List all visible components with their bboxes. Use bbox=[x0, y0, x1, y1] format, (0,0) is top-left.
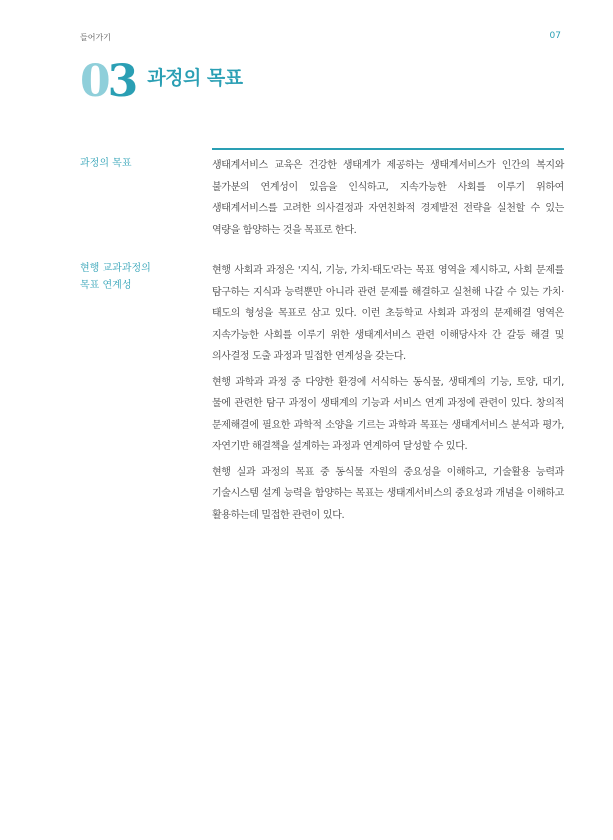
section-label bbox=[80, 155, 190, 172]
chapter-number-first-digit: 0 bbox=[80, 56, 108, 107]
page-number: 07 bbox=[549, 31, 561, 41]
body-paragraph: 현행 과학과 과정 중 다양한 환경에 서식하는 동식물, 생태계의 기능, 토양, 대기, 물에 관련한 탐구 과정이 생태계의 기능과 서비스 연계 과정에 관련이 있다. 창의적 문제해결에 필요한 과학적 소양을 기르는 과학과 목표는 생태계서비스 분석과 평가, 자연기반 해결책을 설계하는 과정과 연계하여 달성할 수 있다. bbox=[212, 376, 564, 452]
section-label-line: 목표 연계성 bbox=[80, 280, 132, 291]
section-label-line: 과정의 목표 bbox=[80, 158, 132, 169]
body-paragraph: 현행 사회과 과정은 '지식, 기능, 가치·태도'라는 목표 영역을 제시하고, 사회 문제를 탐구하는 지식과 능력뿐만 아니라 관련 문제를 해결하고 실천해 나갈 수 있는 가치·태도의 형성을 목표로 삼고 있다. 이런 초등학교 사회과 과정의 문제해결 영역은 지속가능한 사회를 이루기 위한 생태계서비스 관련 이해당사자 간 갈등 해결 및 의사결정 도출 과정과 밀접한 연계성을 갖는다. bbox=[212, 265, 564, 362]
page-header-section-label: 들어가기 bbox=[80, 33, 111, 42]
chapter-title: 과정의 목표 bbox=[147, 67, 243, 89]
section-body bbox=[212, 260, 564, 530]
section-label-line: 현행 교과과정의 bbox=[80, 263, 151, 274]
section-label bbox=[80, 260, 190, 294]
chapter-heading bbox=[80, 56, 243, 107]
section-body bbox=[212, 155, 564, 245]
body-paragraph: 현행 실과 과정의 목표 중 동식물 자원의 중요성을 이해하고, 기술활용 능력과 기술시스템 설계 능력을 함양하는 목표는 생태계서비스의 중요성과 개념을 이해하고 활용하는데 밀접한 관련이 있다. bbox=[212, 466, 564, 521]
chapter-number bbox=[80, 56, 136, 107]
chapter-number-second-digit: 3 bbox=[107, 56, 136, 107]
body-paragraph: 생태계서비스 교육은 건강한 생태계가 제공하는 생태계서비스가 인간의 복지와 불가분의 연계성이 있음을 인식하고, 지속가능한 사회를 이루기 위하여 생태계서비스를 고려한 의사결정과 자연친화적 경제발전 전략을 실천할 수 있는 역량을 함양하는 것을 목표로 한다. bbox=[212, 160, 564, 236]
section-divider-rule bbox=[212, 148, 564, 150]
